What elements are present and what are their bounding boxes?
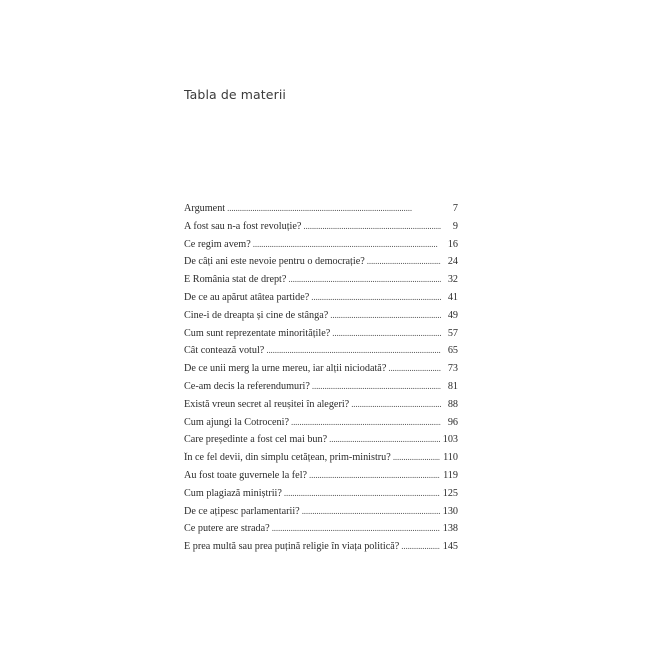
toc-entry-page-number: 119 (443, 469, 458, 481)
toc-entry-title: Argument (184, 203, 226, 214)
toc-dot-leader (227, 203, 441, 213)
toc-entry-title: De ce ațipesc parlamentarii? (184, 505, 300, 517)
toc-entry-title: Ce-am decis la referendumuri? (184, 380, 310, 392)
toc-entry-title: E România stat de drept? (184, 274, 287, 286)
toc-entry-title: Cum sunt reprezentate minoritățile? (184, 327, 331, 339)
toc-entry (184, 256, 458, 274)
toc-entry-page-number: 96 (447, 416, 458, 428)
toc-entry-page-number: 16 (447, 238, 458, 250)
toc-dot-leader (266, 345, 441, 355)
toc-entry-title: Cine-i de dreapta și cine de stânga? (184, 309, 329, 321)
toc-dot-leader (309, 470, 440, 480)
toc-entry-page-number: 88 (447, 398, 458, 410)
toc-entry-page-number: 103 (442, 434, 458, 446)
toc-entry (184, 452, 458, 470)
toc-entry (184, 488, 458, 506)
toc-entry-title: De câți ani este nevoie pentru o democrație? (184, 256, 365, 268)
toc-dot-leader (291, 417, 441, 427)
toc-entry-page-number: 110 (443, 452, 458, 464)
toc-entry-title: A fost sau n-a fost revoluție? (184, 220, 302, 232)
toc-entry (184, 470, 458, 488)
toc-entry-page-number: 81 (447, 380, 458, 392)
toc-entry (184, 239, 458, 257)
toc-entry (184, 523, 458, 541)
toc-entry-title: Cum plagiază miniștrii? (184, 487, 282, 499)
toc-entry (184, 292, 458, 310)
toc-entry (184, 434, 458, 452)
toc-entry (184, 381, 458, 399)
toc-dot-leader (302, 506, 440, 516)
toc-entry (184, 310, 458, 328)
toc-dot-leader (401, 541, 439, 551)
toc-entry-title: Au fost toate guvernele la fel? (184, 469, 308, 481)
toc-entry-page-number: 73 (447, 363, 458, 375)
toc-entry-title: În ce fel devii, din simplu cetățean, prim-ministru? (184, 452, 391, 464)
toc-entry-page-number: 57 (447, 327, 458, 339)
toc-entry-title: De ce unii merg la urne mereu, iar alții niciodată? (184, 363, 387, 375)
toc-entry (184, 328, 458, 346)
toc-entry-page-number: 125 (442, 487, 458, 499)
toc-entry (184, 417, 458, 435)
toc-entry (184, 363, 458, 381)
toc-entry (184, 274, 458, 292)
toc-entry-page-number: 145 (442, 541, 458, 553)
toc-entry-title: Există vreun secret al reușitei în alegeri? (184, 398, 350, 410)
toc-dot-leader (312, 381, 441, 391)
toc-dot-leader (393, 452, 440, 462)
toc-dot-leader (329, 434, 440, 444)
toc-dot-leader (288, 274, 441, 284)
toc-entry-page-number: 65 (447, 345, 458, 357)
toc-dot-leader (311, 292, 441, 302)
toc-entry (184, 541, 458, 559)
toc-entry-page-number: 32 (447, 274, 458, 286)
toc-entry-title: Cum ajungi la Cotroceni? (184, 416, 289, 428)
toc-dot-leader (351, 399, 441, 409)
toc-entry (184, 399, 458, 417)
toc-entry-title: Cât contează votul? (184, 345, 265, 357)
toc-entry-page-number: 138 (442, 523, 458, 535)
toc-entry-title: Ce regim avem? (184, 238, 251, 250)
toc-list (184, 203, 458, 559)
toc-entry-page-number: 130 (442, 505, 458, 517)
toc-dot-leader (284, 488, 440, 498)
toc-entry-title: Ce putere are strada? (184, 523, 270, 535)
toc-title: Tabla de materii (184, 87, 286, 102)
toc-entry-page-number: 49 (447, 309, 458, 321)
toc-dot-leader (388, 363, 441, 373)
toc-dot-leader (330, 310, 441, 320)
toc-dot-leader (253, 239, 441, 249)
toc-entry (184, 345, 458, 363)
toc-entry-page-number: 24 (447, 256, 458, 268)
toc-entry-title: Care președinte a fost cel mai bun? (184, 434, 328, 446)
toc-entry-page-number: 41 (447, 291, 458, 303)
toc-entry (184, 506, 458, 524)
toc-entry-page-number: 9 (452, 220, 458, 232)
toc-dot-leader (367, 256, 441, 266)
toc-dot-leader (303, 221, 441, 231)
toc-entry-page-number: 7 (452, 203, 458, 214)
toc-entry (184, 203, 458, 221)
toc-entry-title: De ce au apărut atâtea partide? (184, 291, 310, 303)
toc-entry-title: E prea multă sau prea puțină religie în viața politică? (184, 541, 400, 553)
toc-dot-leader (332, 328, 441, 338)
toc-dot-leader (272, 523, 440, 533)
toc-entry (184, 221, 458, 239)
